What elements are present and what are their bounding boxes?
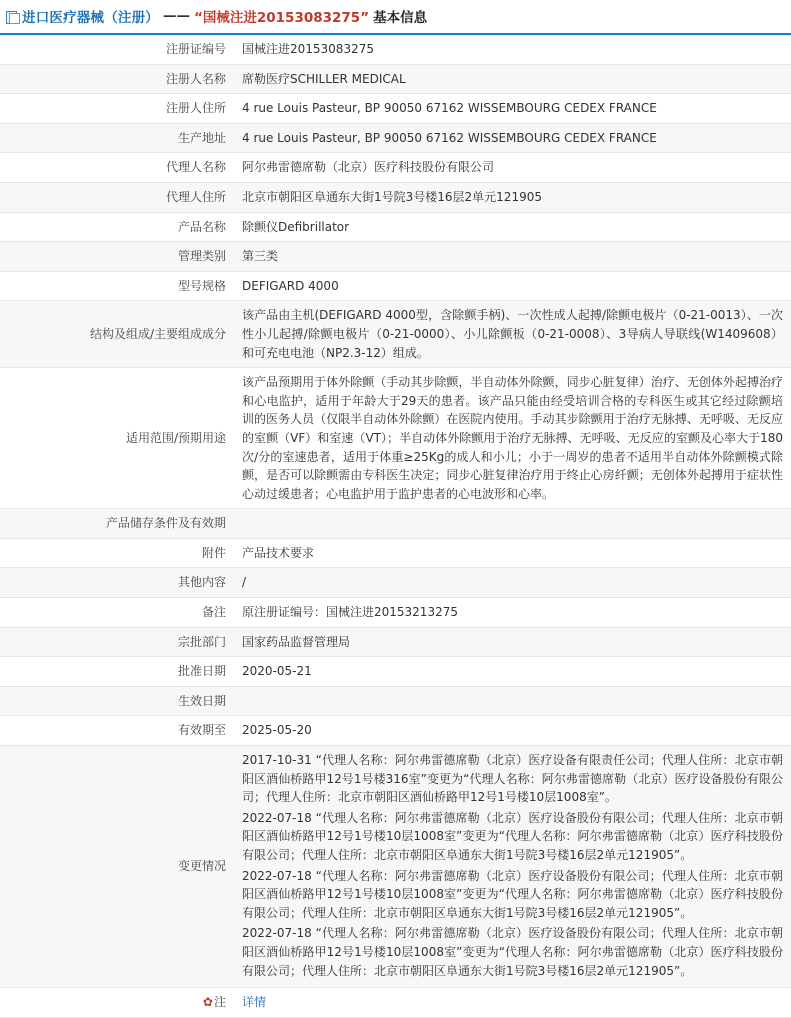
row-label: 代理人住所 xyxy=(0,182,234,212)
table-row xyxy=(0,64,791,94)
header-registration-code: “国械注进20153083275” xyxy=(194,10,370,26)
row-label: 生效日期 xyxy=(0,686,234,716)
table-row xyxy=(0,242,791,272)
row-value: 国家药品监督管理局 xyxy=(234,627,791,657)
table-row xyxy=(0,509,791,539)
footnote-label-text: 注 xyxy=(213,995,226,1010)
table-row xyxy=(0,598,791,628)
double-square-icon xyxy=(6,10,19,23)
row-value: / xyxy=(234,568,791,598)
row-label: 备注 xyxy=(0,598,234,628)
row-label: 生产地址 xyxy=(0,123,234,153)
row-value: 阿尔弗雷德席勒（北京）医疗科技股份有限公司 xyxy=(234,153,791,183)
row-value: 4 rue Louis Pasteur, BP 90050 67162 WISSEMBOURG CEDEX FRANCE xyxy=(234,94,791,124)
row-label: 代理人名称 xyxy=(0,153,234,183)
row-label: 管理类别 xyxy=(0,242,234,272)
row-value: 北京市朝阳区阜通东大街1号院3号楼16层2单元121905 xyxy=(234,182,791,212)
change-log-entry: 2022-07-18 “代理人名称：阿尔弗雷德席勒（北京）医疗设备股份有限公司；代理人住所：北京市朝阳区酒仙桥路甲12号1号楼10层1008室”变更为“代理人名称：阿尔弗雷德席勒（北京）医疗科技股份有限公司；代理人住所：北京市朝阳区阜通东大街1号院3号楼16层2单元121905”。 xyxy=(242,926,783,978)
row-value: 第三类 xyxy=(234,242,791,272)
table-row-footnote xyxy=(0,988,791,1018)
row-value: 2025-05-20 xyxy=(234,716,791,746)
table-row-change-log xyxy=(0,746,791,988)
table-row xyxy=(0,657,791,687)
row-label: 型号规格 xyxy=(0,271,234,301)
row-value xyxy=(234,509,791,539)
row-value: 国械注进20153083275 xyxy=(234,35,791,64)
row-label: 注册人住所 xyxy=(0,94,234,124)
header-subtitle: 基本信息 xyxy=(373,10,428,26)
table-row xyxy=(0,123,791,153)
row-value: 产品技术要求 xyxy=(234,538,791,568)
row-label: 附件 xyxy=(0,538,234,568)
row-label: 有效期至 xyxy=(0,716,234,746)
table-row xyxy=(0,212,791,242)
row-label: 其他内容 xyxy=(0,568,234,598)
table-row xyxy=(0,627,791,657)
row-value: 原注册证编号：国械注进20153213275 xyxy=(234,598,791,628)
flower-icon: ✿ xyxy=(202,995,213,1010)
row-value: 2020-05-21 xyxy=(234,657,791,687)
table-row xyxy=(0,686,791,716)
row-label: 注册人名称 xyxy=(0,64,234,94)
change-log-entry: 2022-07-18 “代理人名称：阿尔弗雷德席勒（北京）医疗设备股份有限公司；代理人住所：北京市朝阳区酒仙桥路甲12号1号楼10层1008室”变更为“代理人名称：阿尔弗雷德席勒（北京）医疗科技股份有限公司；代理人住所：北京市朝阳区阜通东大街1号院3号楼16层2单元121905”。 xyxy=(242,810,783,862)
info-table xyxy=(0,35,791,1018)
change-log-entries xyxy=(234,746,791,988)
row-value: 除颤仪Defibrillator xyxy=(234,212,791,242)
row-label: 注册证编号 xyxy=(0,35,234,64)
detail-link[interactable]: 详情 xyxy=(242,995,267,1010)
header-dash: —— xyxy=(163,8,190,24)
row-value: DEFIGARD 4000 xyxy=(234,271,791,301)
change-log-entry: 2017-10-31 “代理人名称：阿尔弗雷德席勒（北京）医疗设备有限责任公司；代理人住所：北京市朝阳区酒仙桥路甲12号1号楼316室”变更为“代理人名称：阿尔弗雷德席勒（北京）医疗设备股份有限公司；代理人住所：北京市朝阳区酒仙桥路甲12号1号楼10层1008室”。 xyxy=(242,753,783,805)
footnote-label xyxy=(0,988,234,1018)
row-label: 变更情况 xyxy=(0,746,234,988)
row-label: 适用范围/预期用途 xyxy=(0,368,234,509)
row-value: 席勒医疗SCHILLER MEDICAL xyxy=(234,64,791,94)
document-header xyxy=(0,0,791,35)
row-label: 批准日期 xyxy=(0,657,234,687)
change-log-entry: 2022-07-18 “代理人名称：阿尔弗雷德席勒（北京）医疗设备股份有限公司；代理人住所：北京市朝阳区酒仙桥路甲12号1号楼10层1008室”变更为“代理人名称：阿尔弗雷德席勒（北京）医疗科技股份有限公司；代理人住所：北京市朝阳区阜通东大街1号院3号楼16层2单元121905”。 xyxy=(242,868,783,920)
table-row xyxy=(0,153,791,183)
row-value: 该产品预期用于体外除颤（手动其步除颤，半自动体外除颤，同步心脏复律）治疗、无创体外起搏治疗和心电监护，适用于年龄大于29天的患者。该产品只能由经受培训合格的专科医生或其它经过除颤培训的医务人员（仅限半自动体外除颤）在医院内使用。手动其步除颤用于治疗无脉搏、无呼吸、无反应的室颤（VF）和室速（VT）；半自动体外除颤用于治疗无脉搏、无呼吸、无反应的室颤及心率大于180次/分的室速患者，适用于体重≥25Kg的成人和小儿；小于一周岁的患者不适用半自动体外除颤模式除颤，是否可以除颤需由专科医生决定；同步心脏复律治疗用于终止心房纤颤；无创体外起搏用于症状性心动过缓患者；心电监护用于监护患者的心电波形和心率。 xyxy=(234,368,791,509)
row-label: 结构及组成/主要组成成分 xyxy=(0,301,234,368)
row-value xyxy=(234,686,791,716)
row-value: 该产品由主机(DEFIGARD 4000型，含除颤手柄)、一次性成人起搏/除颤电极片（0-21-0013）、一次性小儿起搏/除颤电极片（0-21-0000）、小儿除颤板（0-21-0008）、3导病人导联线(W1409608）和可充电电池（NP2.3-12）组成。 xyxy=(234,301,791,368)
row-label: 产品名称 xyxy=(0,212,234,242)
header-title: 进口医疗器械（注册） xyxy=(22,10,159,26)
table-row-intended-use xyxy=(0,368,791,509)
footnote-value xyxy=(234,988,791,1018)
table-row xyxy=(0,716,791,746)
row-label: 宗批部门 xyxy=(0,627,234,657)
table-row xyxy=(0,568,791,598)
table-row xyxy=(0,271,791,301)
row-label: 产品储存条件及有效期 xyxy=(0,509,234,539)
row-value: 4 rue Louis Pasteur, BP 90050 67162 WISSEMBOURG CEDEX FRANCE xyxy=(234,123,791,153)
table-row xyxy=(0,94,791,124)
table-row xyxy=(0,182,791,212)
table-row-composition xyxy=(0,301,791,368)
table-row xyxy=(0,538,791,568)
table-row xyxy=(0,35,791,64)
